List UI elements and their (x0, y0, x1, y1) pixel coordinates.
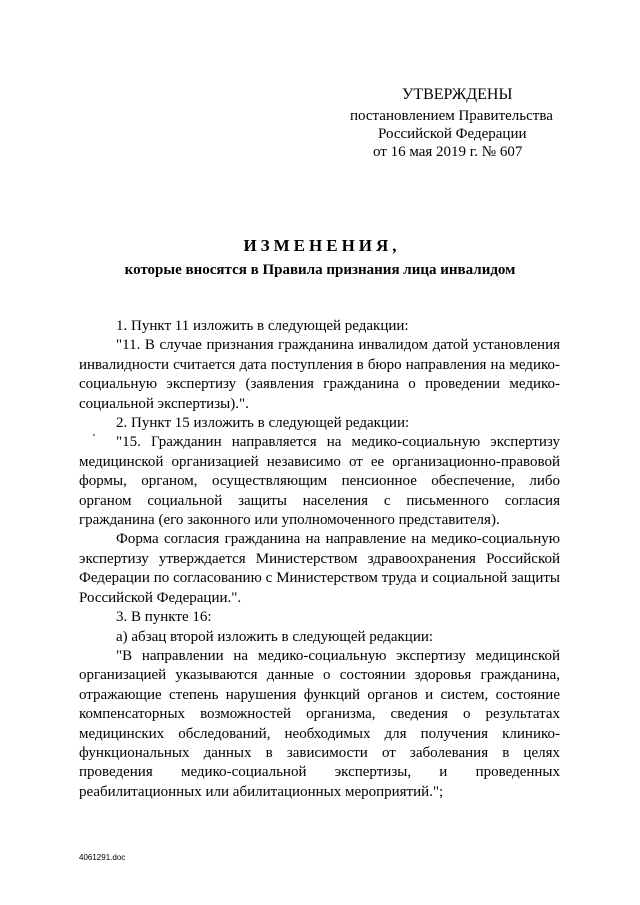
document-title: ИЗМЕНЕНИЯ, (243, 236, 401, 255)
approval-authority: Российской Федерации (378, 126, 527, 142)
document-body (79, 317, 560, 802)
approval-decree: постановлением Правительства (350, 108, 553, 124)
file-reference: 4061291.doc (79, 853, 126, 862)
approval-date-number: от 16 мая 2019 г. № 607 (373, 144, 523, 160)
paragraph-item-2: 2. Пункт 15 изложить в следующей редакции: (116, 415, 410, 432)
paragraph-item-1-text: "11. В случае признания гражданина инвалидом датой установления инвалидности считается дата поступления в бюро направления на медико-социальную экспертизу (заявления гражданина о проведении медико-социальной экспертизы).". (79, 337, 560, 412)
paragraph-subitem-a-text: "В направлении на медико-социальную экспертизу медицинской организацией указываются данные о состоянии здоровья гражданина, отражающие степень нарушения функций органов и систем, состояние компенсаторных возможностей организма, сведения о результатах медицинских обследований, необходимых для получения клинико-функциональных данных в зависимости от заболевания в целях проведения медико-социальной экспертизы, и проведенных реабилитационных или абилитационных мероприятий."; (79, 647, 560, 800)
paragraph-item-1: 1. Пункт 11 изложить в следующей редакции: (116, 318, 409, 334)
paragraph-consent-form: Форма согласия гражданина на направление на медико-социальную экспертизу утверждается Министерством здравоохранения Российской Федерации по согласованию с Министерством труда и социальной защиты Российской Федерации.". (79, 531, 560, 606)
paragraph-subitem-a: а) абзац второй изложить в следующей редакции: (116, 628, 434, 645)
paragraph-item-3: 3. В пункте 16: (116, 609, 212, 626)
approval-heading: УТВЕРЖДЕНЫ (402, 86, 513, 103)
paragraph-item-2-text: "15. Гражданин направляется на медико-социальную экспертизу медицинской организацией независимо от ее организационно-правовой формы, органом, осуществляющим пенсионное обеспечение, либо органом социальной защиты населения с письменного согласия гражданина (его законного или уполномоченного представителя). (79, 434, 560, 529)
document-subtitle: которые вносятся в Правила признания лица инвалидом (124, 262, 516, 278)
